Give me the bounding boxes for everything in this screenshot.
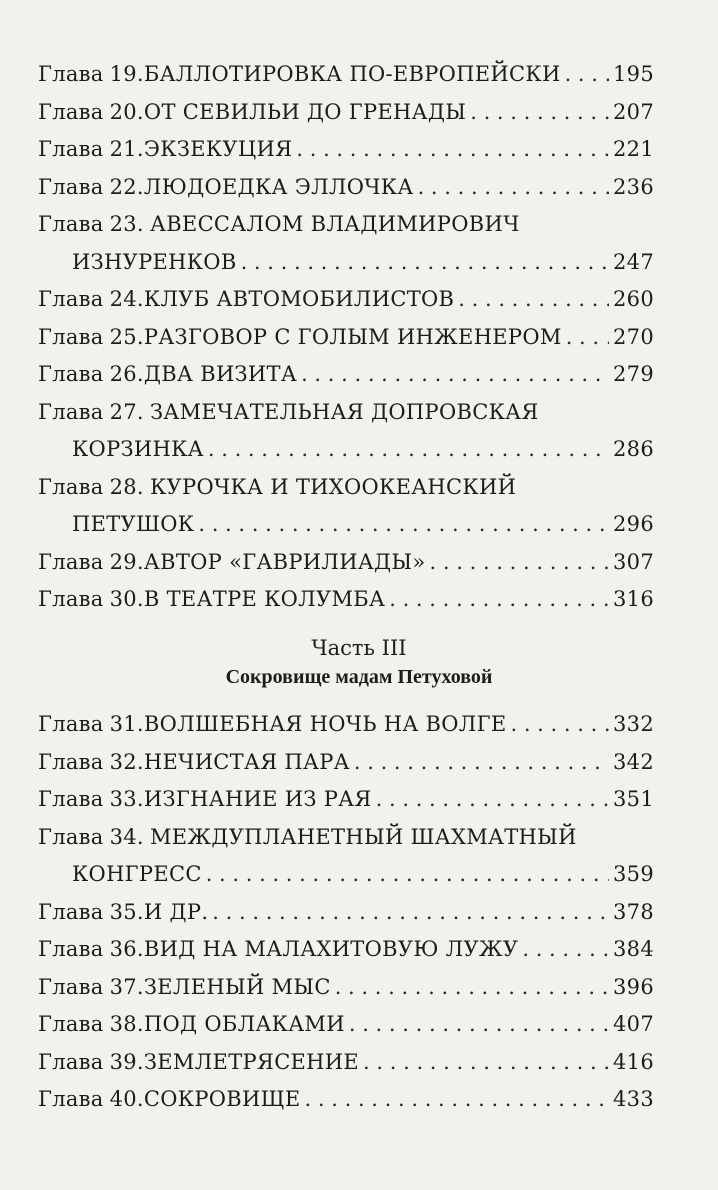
toc-entry bbox=[38, 1081, 654, 1119]
chapter-index: 26. bbox=[109, 362, 144, 386]
page-number: 378 bbox=[613, 899, 654, 924]
chapter-number bbox=[38, 1081, 144, 1119]
chapter-title: КЛУБ АВТОМОБИЛИСТОВ bbox=[143, 287, 455, 311]
chapter-label: Глава bbox=[38, 137, 104, 161]
chapter-label: Глава bbox=[38, 212, 104, 236]
leader-dots bbox=[566, 319, 609, 357]
chapter-title: АВЕССАЛОМ ВЛАДИМИРОВИЧ bbox=[150, 212, 520, 236]
part-header bbox=[0, 634, 718, 692]
chapter-index: 25. bbox=[109, 324, 144, 349]
page-number: 359 bbox=[613, 862, 654, 886]
chapter-index: 35. bbox=[109, 899, 144, 924]
toc-entry-line bbox=[38, 169, 654, 207]
chapter-index: 23. bbox=[109, 212, 144, 236]
chapter-title: АВТОР «ГАВРИЛИАДЫ» bbox=[143, 549, 426, 574]
chapter-title: ПЕТУШОК bbox=[72, 512, 195, 536]
page-number: 260 bbox=[613, 287, 654, 311]
leader-dots bbox=[363, 1044, 609, 1082]
toc-entry-line bbox=[38, 781, 654, 819]
chapter-label: Глава bbox=[38, 1012, 104, 1036]
toc-entry-line bbox=[38, 206, 654, 244]
chapter-title: ОТ СЕВИЛЬИ ДО ГРЕНАДЫ bbox=[143, 99, 467, 124]
chapter-title: КУРОЧКА И ТИХООКЕАНСКИЙ bbox=[150, 474, 517, 499]
chapter-title: В ТЕАТРЕ КОЛУМБА bbox=[143, 587, 386, 611]
toc-entry bbox=[38, 744, 654, 782]
leader-dots bbox=[198, 506, 609, 544]
chapter-index: 22. bbox=[109, 174, 144, 199]
chapter-index: 20. bbox=[109, 99, 144, 124]
table-of-contents-part-2 bbox=[38, 56, 654, 619]
chapter-label: Глава bbox=[38, 362, 104, 386]
leader-dots bbox=[296, 131, 609, 169]
chapter-index: 29. bbox=[109, 549, 144, 574]
toc-entry-line bbox=[38, 744, 654, 782]
leader-dots bbox=[458, 281, 609, 319]
leader-dots bbox=[389, 581, 609, 619]
chapter-number bbox=[38, 281, 144, 319]
toc-entry bbox=[38, 356, 654, 394]
leader-dots bbox=[305, 1081, 609, 1119]
page-number: 279 bbox=[613, 362, 654, 386]
toc-entry bbox=[38, 281, 654, 319]
leader-dots bbox=[354, 744, 609, 782]
page-number: 286 bbox=[613, 437, 654, 461]
chapter-title: ЭКЗЕКУЦИЯ bbox=[143, 137, 293, 161]
chapter-index: 28. bbox=[109, 474, 144, 499]
chapter-number bbox=[38, 394, 150, 432]
page-number: 332 bbox=[613, 712, 654, 736]
chapter-number bbox=[38, 131, 144, 169]
page-number: 396 bbox=[613, 974, 654, 999]
leader-dots bbox=[301, 356, 609, 394]
toc-entry-line bbox=[38, 931, 654, 969]
chapter-number bbox=[38, 931, 144, 969]
chapter-label: Глава bbox=[38, 399, 104, 424]
chapter-index: 40. bbox=[109, 1087, 144, 1111]
page-number: 236 bbox=[613, 174, 654, 199]
chapter-index: 24. bbox=[109, 287, 144, 311]
leader-dots bbox=[565, 56, 609, 94]
chapter-label: Глава bbox=[38, 62, 104, 86]
chapter-title: БАЛЛОТИРОВКА ПО-ЕВРОПЕЙСКИ bbox=[143, 62, 561, 86]
chapter-title: ВИД НА МАЛАХИТОВУЮ ЛУЖУ bbox=[143, 937, 519, 961]
chapter-index: 33. bbox=[109, 787, 144, 811]
chapter-index: 21. bbox=[109, 137, 144, 161]
chapter-number bbox=[38, 894, 144, 932]
toc-entry bbox=[38, 1044, 654, 1082]
chapter-label: Глава bbox=[38, 1049, 104, 1074]
toc-entry bbox=[38, 319, 654, 357]
toc-entry bbox=[38, 1006, 654, 1044]
toc-entry-line bbox=[38, 706, 654, 744]
page-number: 316 bbox=[613, 587, 654, 611]
chapter-label: Глава bbox=[38, 824, 104, 849]
chapter-title: МЕЖДУПЛАНЕТНЫЙ ШАХМАТНЫЙ bbox=[150, 824, 577, 849]
chapter-index: 36. bbox=[109, 937, 144, 961]
chapter-label: Глава bbox=[38, 287, 104, 311]
chapter-title: РАЗГОВОР С ГОЛЫМ ИНЖЕНЕРОМ bbox=[143, 324, 562, 349]
toc-entry-line bbox=[38, 1006, 654, 1044]
chapter-index: 37. bbox=[109, 974, 144, 999]
chapter-index: 38. bbox=[109, 1012, 144, 1036]
toc-entry-line bbox=[38, 356, 654, 394]
toc-entry-line bbox=[38, 94, 654, 132]
chapter-number bbox=[38, 706, 144, 744]
toc-entry-line bbox=[38, 819, 654, 857]
toc-entry-line bbox=[38, 56, 654, 94]
chapter-label: Глава bbox=[38, 587, 104, 611]
page-number: 433 bbox=[613, 1087, 654, 1111]
chapter-label: Глава bbox=[38, 974, 104, 999]
chapter-number bbox=[38, 744, 144, 782]
toc-entry bbox=[38, 56, 654, 94]
toc-entry-line bbox=[38, 469, 654, 507]
toc-entry-line bbox=[38, 319, 654, 357]
part-title: Сокровище мадам Петуховой bbox=[225, 666, 493, 688]
page-number: 270 bbox=[613, 324, 654, 349]
chapter-index: 32. bbox=[109, 749, 144, 774]
leader-dots bbox=[430, 544, 609, 582]
page-number: 195 bbox=[613, 62, 654, 86]
page-number: 307 bbox=[613, 549, 654, 574]
toc-entry-line bbox=[38, 131, 654, 169]
chapter-title: ВОЛШЕБНАЯ НОЧЬ НА ВОЛГЕ bbox=[143, 712, 507, 736]
chapter-index: 39. bbox=[109, 1049, 144, 1074]
chapter-number bbox=[38, 969, 144, 1007]
chapter-label: Глава bbox=[38, 174, 104, 199]
chapter-title: ПОД ОБЛАКАМИ bbox=[143, 1012, 345, 1036]
chapter-index: 30. bbox=[109, 587, 144, 611]
toc-entry bbox=[38, 894, 654, 932]
chapter-index: 31. bbox=[109, 712, 144, 736]
table-of-contents-part-3 bbox=[38, 706, 654, 1119]
part-label: Часть III bbox=[311, 636, 407, 660]
toc-entry-line bbox=[38, 244, 654, 282]
leader-dots bbox=[522, 931, 609, 969]
toc-entry-line bbox=[38, 969, 654, 1007]
toc-entry bbox=[38, 781, 654, 819]
toc-entry bbox=[38, 544, 654, 582]
toc-entry bbox=[38, 131, 654, 169]
toc-entry-line bbox=[38, 856, 654, 894]
leader-dots bbox=[470, 94, 609, 132]
toc-entry-line bbox=[38, 431, 654, 469]
leader-dots bbox=[208, 431, 609, 469]
chapter-number bbox=[38, 56, 144, 94]
chapter-number bbox=[38, 206, 150, 244]
chapter-number bbox=[38, 1006, 144, 1044]
toc-entry-line bbox=[38, 544, 654, 582]
leader-dots bbox=[212, 894, 609, 932]
page-number: 342 bbox=[613, 749, 654, 774]
toc-entry-line bbox=[38, 1081, 654, 1119]
page-number: 407 bbox=[613, 1012, 654, 1036]
toc-entry bbox=[38, 169, 654, 207]
toc-entry bbox=[38, 931, 654, 969]
page-number: 247 bbox=[613, 249, 654, 274]
chapter-number bbox=[38, 781, 144, 819]
chapter-title: ДВА ВИЗИТА bbox=[143, 362, 298, 386]
chapter-number bbox=[38, 1044, 144, 1082]
leader-dots bbox=[241, 244, 609, 282]
toc-entry bbox=[38, 394, 654, 469]
chapter-label: Глава bbox=[38, 474, 104, 499]
page-number: 416 bbox=[613, 1049, 654, 1074]
page-number: 207 bbox=[613, 99, 654, 124]
chapter-index: 34. bbox=[109, 824, 144, 849]
chapter-title: СОКРОВИЩЕ bbox=[143, 1087, 301, 1111]
toc-entry-line bbox=[38, 506, 654, 544]
chapter-number bbox=[38, 581, 144, 619]
leader-dots bbox=[349, 1006, 609, 1044]
chapter-number bbox=[38, 94, 144, 132]
toc-entry-line bbox=[38, 894, 654, 932]
chapter-title: КОНГРЕСС bbox=[72, 862, 202, 886]
leader-dots bbox=[376, 781, 609, 819]
chapter-index: 27. bbox=[109, 399, 144, 424]
chapter-title: И ДР. bbox=[143, 899, 209, 924]
chapter-title: НЕЧИСТАЯ ПАРА bbox=[143, 749, 350, 774]
chapter-label: Глава bbox=[38, 712, 104, 736]
chapter-title: КОРЗИНКА bbox=[72, 437, 204, 461]
toc-entry bbox=[38, 581, 654, 619]
chapter-title: ИЗГНАНИЕ ИЗ РАЯ bbox=[143, 787, 372, 811]
leader-dots bbox=[510, 706, 609, 744]
chapter-title: ЗЕМЛЕТРЯСЕНИЕ bbox=[143, 1049, 360, 1074]
toc-entry-line bbox=[38, 281, 654, 319]
page-number: 221 bbox=[613, 137, 654, 161]
toc-entry bbox=[38, 819, 654, 894]
page-number: 351 bbox=[613, 787, 654, 811]
toc-entry bbox=[38, 969, 654, 1007]
chapter-number bbox=[38, 819, 150, 857]
chapter-number bbox=[38, 544, 144, 582]
toc-entry bbox=[38, 206, 654, 281]
leader-dots bbox=[335, 969, 609, 1007]
page-number: 384 bbox=[613, 937, 654, 961]
chapter-label: Глава bbox=[38, 99, 104, 124]
chapter-number bbox=[38, 169, 144, 207]
chapter-title: ИЗНУРЕНКОВ bbox=[72, 249, 237, 274]
toc-entry bbox=[38, 469, 654, 544]
page-number: 296 bbox=[613, 512, 654, 536]
chapter-label: Глава bbox=[38, 549, 104, 574]
toc-entry-line bbox=[38, 394, 654, 432]
toc-entry-line bbox=[38, 1044, 654, 1082]
chapter-title: ЗЕЛЕНЫЙ МЫС bbox=[143, 974, 331, 999]
leader-dots bbox=[418, 169, 609, 207]
chapter-label: Глава bbox=[38, 324, 104, 349]
chapter-title: ЗАМЕЧАТЕЛЬНАЯ ДОПРОВСКАЯ bbox=[150, 399, 539, 424]
toc-entry bbox=[38, 94, 654, 132]
chapter-number bbox=[38, 319, 144, 357]
leader-dots bbox=[206, 856, 609, 894]
chapter-number bbox=[38, 356, 144, 394]
chapter-title: ЛЮДОЕДКА ЭЛЛОЧКА bbox=[143, 174, 414, 199]
toc-entry bbox=[38, 706, 654, 744]
chapter-label: Глава bbox=[38, 749, 104, 774]
chapter-number bbox=[38, 469, 150, 507]
chapter-label: Глава bbox=[38, 937, 104, 961]
chapter-label: Глава bbox=[38, 1087, 104, 1111]
chapter-label: Глава bbox=[38, 899, 104, 924]
toc-entry-line bbox=[38, 581, 654, 619]
chapter-index: 19. bbox=[109, 62, 144, 86]
chapter-label: Глава bbox=[38, 787, 104, 811]
